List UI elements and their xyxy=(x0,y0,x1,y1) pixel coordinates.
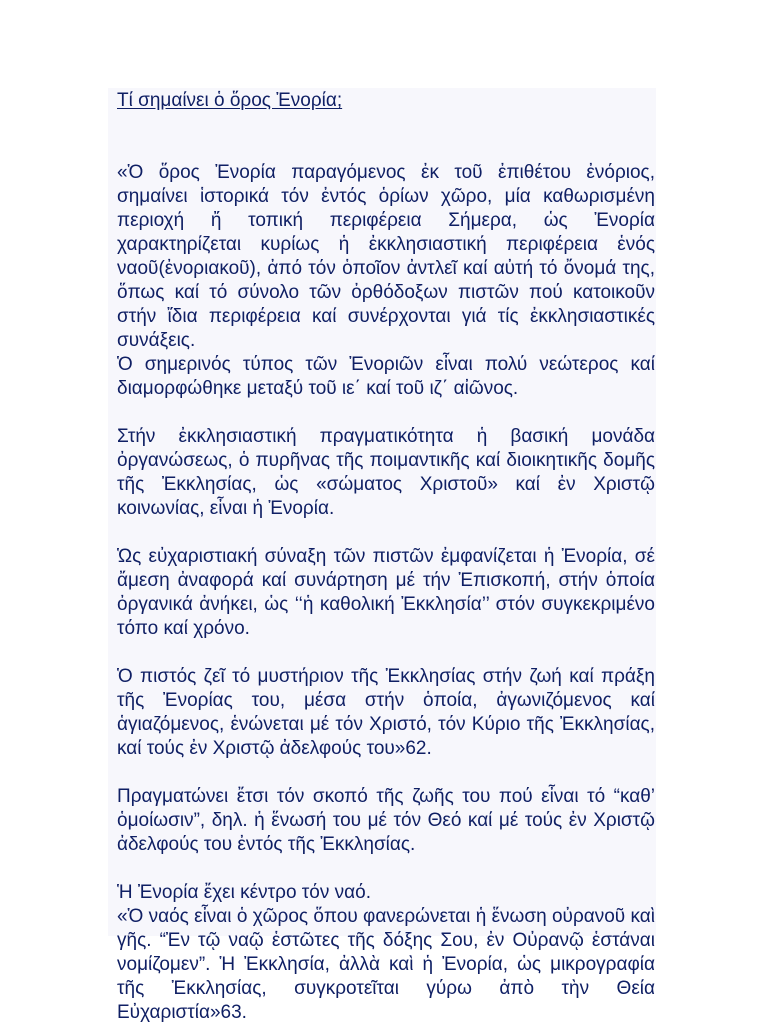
paragraph-5: Ὁ πιστός ζεῖ τό μυστήριον τῆς Ἐκκλησίας στήν ζωή καί πράξη τῆς Ἐνορίας του, μέσα στήν ὁποία, ἀγωνιζόμενος καί ἁγιαζόμενος, ἑνώνεται μέ τόν Χριστό, τόν Κύριο τῆς Ἐκκλησίας, καί τούς ἐν Χριστῷ ἀδελφούς του»62. xyxy=(117,666,655,759)
document-title: Τί σημαίνει ὁ ὅρος Ἐνορία; xyxy=(117,90,343,111)
paragraph-3: Στήν ἐκκλησιαστική πραγματικότητα ἡ βασική μονάδα ὀργανώσεως, ὁ πυρῆνας τῆς ποιμαντικῆς καί διοικητικῆς δομῆς τῆς Ἐκκλησίας, ὡς «σώματος Χριστοῦ» καί ἐν Χριστῷ κοινωνίας, εἶναι ἡ Ἐνορία. xyxy=(117,426,655,519)
document-body xyxy=(117,89,655,1024)
paragraph-2: Ὁ σημερινός τύπος τῶν Ἐνοριῶν εἶναι πολύ νεώτερος καί διαμορφώθηκε μεταξύ τοῦ ιε΄ καί τοῦ ιζ΄ αἰῶνος. xyxy=(117,354,655,399)
paragraph-4: Ὡς εὐχαριστιακή σύναξη τῶν πιστῶν ἐμφανίζεται ἡ Ἐνορία, σέ ἄμεση ἀναφορά καί συνάρτηση μέ τήν Ἐπισκοπή, στήν ὁποία ὀργανικά ἀνήκει, ὡς ‘‘ἡ καθολική Ἐκκλησία’’ στόν συγκεκριμένο τόπο καί χρόνο. xyxy=(117,546,655,639)
paragraph-6: Πραγματώνει ἔτσι τόν σκοπό τῆς ζωῆς του πού εἶναι τό “καθ’ ὁμοίωσιν”, δηλ. ἡ ἕνωσή του μέ τόν Θεό καί μέ τούς ἐν Χριστῷ ἀδελφούς του ἐντός τῆς Ἐκκλησίας. xyxy=(117,786,655,855)
blank-line xyxy=(117,113,655,161)
paragraph-8: «Ὁ ναός εἶναι ὁ χῶρος ὅπου φανερώνεται ἡ ἕνωση οὐρανοῦ καὶ γῆς. “Ἐν τῷ ναῷ ἑστῶτες τῆς δόξης Σου, ἐν Οὐρανῷ ἑστάναι νομίζομεν”. Ἡ Ἐκκλησία, ἀλλὰ καὶ ἡ Ἐνορία, ὡς μικρογραφία τῆς Ἐκκλησίας, συγκροτεῖται γύρω ἀπὸ τὴν Θεία Εὐχαριστία»63. xyxy=(117,906,655,1023)
paragraph-1: «Ὁ ὅρος Ἐνορία παραγόμενος ἐκ τοῦ ἐπιθέτου ἐνόριος, σημαίνει ἱστορικά τόν ἐντός ὁρίων χῶρο, μία καθωρισμένη περιοχή ἤ τοπική περιφέρεια Σήμερα, ὡς Ἐνορία χαρακτηρίζεται κυρίως ἡ ἐκκλησιαστική περιφέρεια ἑνός ναοῦ(ἐνοριακοῦ), ἀπό τόν ὁποῖον ἀντλεῖ καί αὐτή τό ὄνομά της, ὅπως καί τό σύνολο τῶν ὀρθόδοξων πιστῶν πού κατοικοῦν στήν ἴδια περιφέρεια καί συνέρχονται γιά τίς ἐκκλησιαστικές συνάξεις. xyxy=(117,162,655,351)
paragraph-7: Ἡ Ἐνορία ἔχει κέντρο τόν ναό. xyxy=(117,882,371,903)
